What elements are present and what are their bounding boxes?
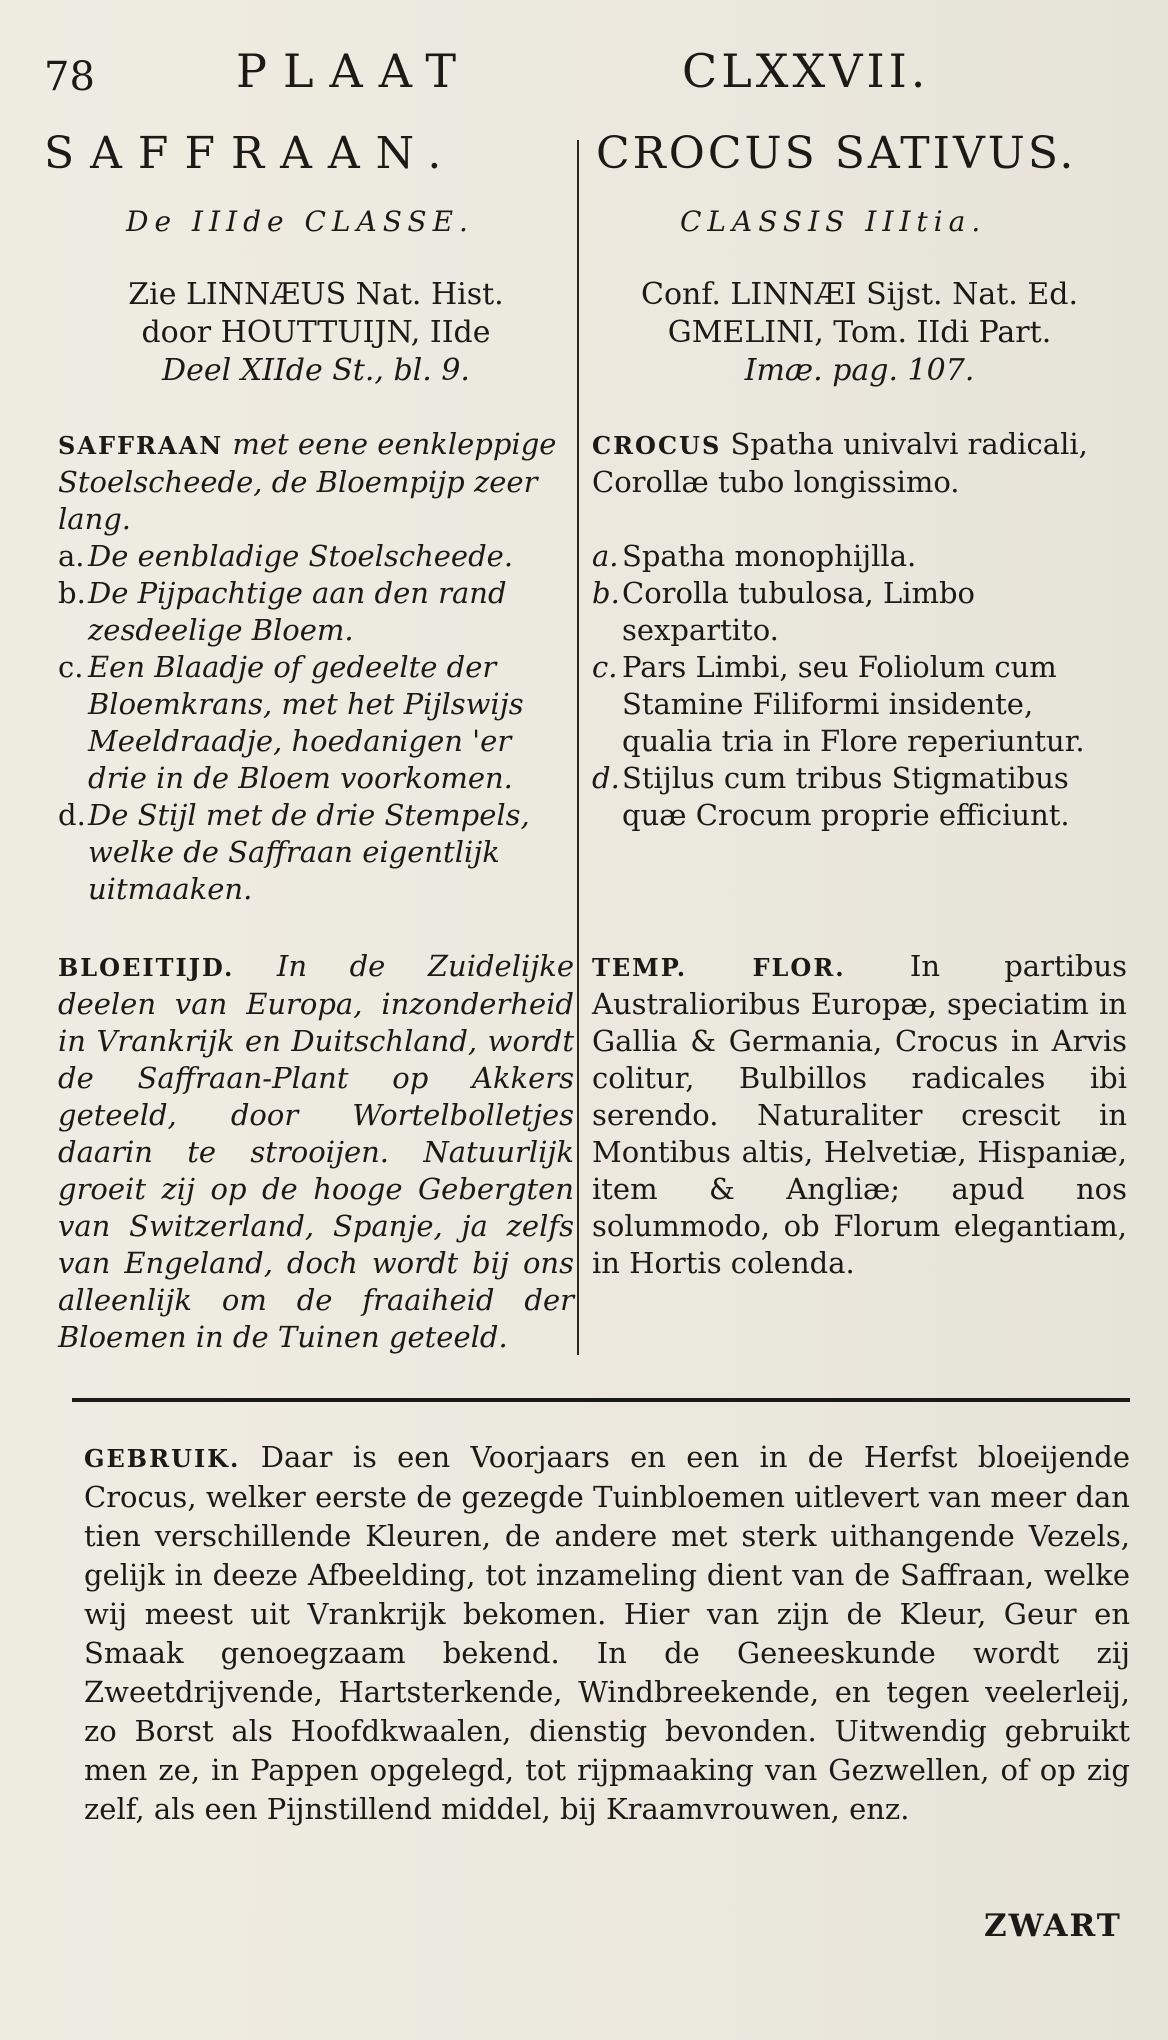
latin-flowering-lead: TEMP. FLOR. xyxy=(592,953,846,982)
latin-title: CROCUS SATIVUS. xyxy=(596,128,1077,179)
item-text: De Stijl met de drie Stempels, welke de Saffraan eigentlijk uitmaaken. xyxy=(88,798,530,906)
item-text: Stijlus cum tribus Stigmatibus quæ Crocum proprie efficiunt. xyxy=(622,761,1070,832)
latin-reference-line: GMELINI, Tom. IIdi Part. xyxy=(667,315,1052,350)
dutch-flowering-text: In de Zuidelijke deelen van Europa, inzonderheid in Vrankrijk en Duitschland, wordt de Saffraan-Plant op Akkers geteeld, door Wortelbolletjes daarin te strooijen. Natuurlijk groeit zij op de hooge Gebergten van Switzerland, Spanje, ja zelfs van Engeland, doch wordt bij ons alleenlijk om de fraaiheid der Bloemen in de Tuinen geteeld. xyxy=(58,949,574,1354)
latin-intro: Spatha univalvi radicali, Corollæ tubo longissimo. xyxy=(592,427,1088,499)
dutch-reference-line: door HOUTTUIJN, IIde xyxy=(141,315,491,350)
latin-item xyxy=(592,538,1127,575)
item-key: c. xyxy=(592,650,618,684)
column-divider xyxy=(577,140,579,1355)
latin-item xyxy=(592,575,1127,649)
dutch-item xyxy=(58,538,574,575)
page-number: 78 xyxy=(44,54,95,100)
usage-paragraph xyxy=(84,1438,1130,1829)
item-text: Corolla tubulosa, Limbo sexpartito. xyxy=(622,576,975,647)
dutch-flowering-lead: BLOEITIJD. xyxy=(58,953,235,982)
latin-intro-lead: CROCUS xyxy=(592,431,722,460)
latin-flowering xyxy=(592,948,1127,1282)
item-text: Pars Limbi, seu Foliolum cum Stamine Filiformi insidente, qualia tria in Flore reperiuntur. xyxy=(622,650,1085,758)
latin-reference-line: Imæ. pag. 107. xyxy=(744,353,975,388)
item-key: c. xyxy=(58,650,84,684)
dutch-item xyxy=(58,575,574,649)
plate-label: PLAAT xyxy=(236,44,473,98)
dutch-flowering xyxy=(58,948,574,1356)
item-key: a. xyxy=(58,539,85,573)
dutch-item xyxy=(58,649,574,797)
dutch-class: De IIIde CLASSE. xyxy=(126,205,474,238)
latin-flowering-text: In partibus Australioribus Europæ, speciatim in Gallia & Germania, Crocus in Arvis colitur, Bulbillos radicales ibi serendo. Naturaliter crescit in Montibus altis, Helvetiæ, Hispaniæ, item & Angliæ; apud nos solummodo, ob Florum elegantiam, in Hortis colenda. xyxy=(592,949,1128,1280)
dutch-intro: met eene eenkleppige Stoelscheede, de Bloempijp zeer lang. xyxy=(58,427,557,536)
latin-reference xyxy=(592,276,1127,390)
dutch-item xyxy=(58,797,574,908)
section-rule xyxy=(72,1398,1130,1402)
item-text: Spatha monophijlla. xyxy=(622,539,917,573)
latin-item xyxy=(592,760,1127,834)
item-key: d. xyxy=(592,761,620,795)
item-key: b. xyxy=(592,576,620,610)
dutch-reference-line: Zie LINNÆUS Nat. Hist. xyxy=(128,277,504,312)
item-text: De Pijpachtige aan den rand zesdeelige Bloem. xyxy=(88,576,507,647)
dutch-title: SAFFRAAN. xyxy=(44,128,458,179)
dutch-reference-line: Deel XIIde St., bl. 9. xyxy=(162,353,470,388)
latin-item xyxy=(592,649,1127,760)
item-key: d. xyxy=(58,798,86,832)
usage-lead: GEBRUIK. xyxy=(84,1444,241,1473)
item-text: Een Blaadje of gedeelte der Bloemkrans, met het Pijlswijs Meeldraadje, hoedanigen 'er drie in de Bloem voorkomen. xyxy=(88,650,524,795)
latin-reference-line: Conf. LINNÆI Sijst. Nat. Ed. xyxy=(640,277,1078,312)
item-key: b. xyxy=(58,576,86,610)
latin-class: CLASSIS IIItia. xyxy=(680,205,987,238)
dutch-reference xyxy=(58,276,574,390)
catchword: ZWART xyxy=(984,1908,1122,1944)
plate-number: CLXXVII. xyxy=(682,44,930,98)
dutch-intro-lead: SAFFRAAN xyxy=(58,431,224,460)
usage-text: Daar is een Voorjaars en een in de Herfst bloeijende Crocus, welker eerste de gezegde Tuinbloemen uitlevert van meer dan tien verschillende Kleuren, de andere met sterk uithangende Vezels, gelijk in deeze Afbeelding, tot inzameling dient van de Saffraan, welke wij meest uit Vrankrijk bekomen. Hier van zijn de Kleur, Geur en Smaak genoegzaam bekend. In de Geneeskunde wordt zij Zweetdrijvende, Hartsterkende, Windbreekende, en tegen veelerleij, zo Borst als Hoofdkwaalen, dienstig bevonden. Uitwendig gebruikt men ze, in Pappen opgelegd, tot rijpmaaking van Gezwellen, of op zig zelf, als een Pijnstillend middel, bij Kraamvrouwen, enz. xyxy=(84,1440,1131,1826)
dutch-description xyxy=(58,426,574,908)
item-text: De eenbladige Stoelscheede. xyxy=(88,539,514,573)
latin-description xyxy=(592,426,1127,834)
item-key: a. xyxy=(592,539,619,573)
